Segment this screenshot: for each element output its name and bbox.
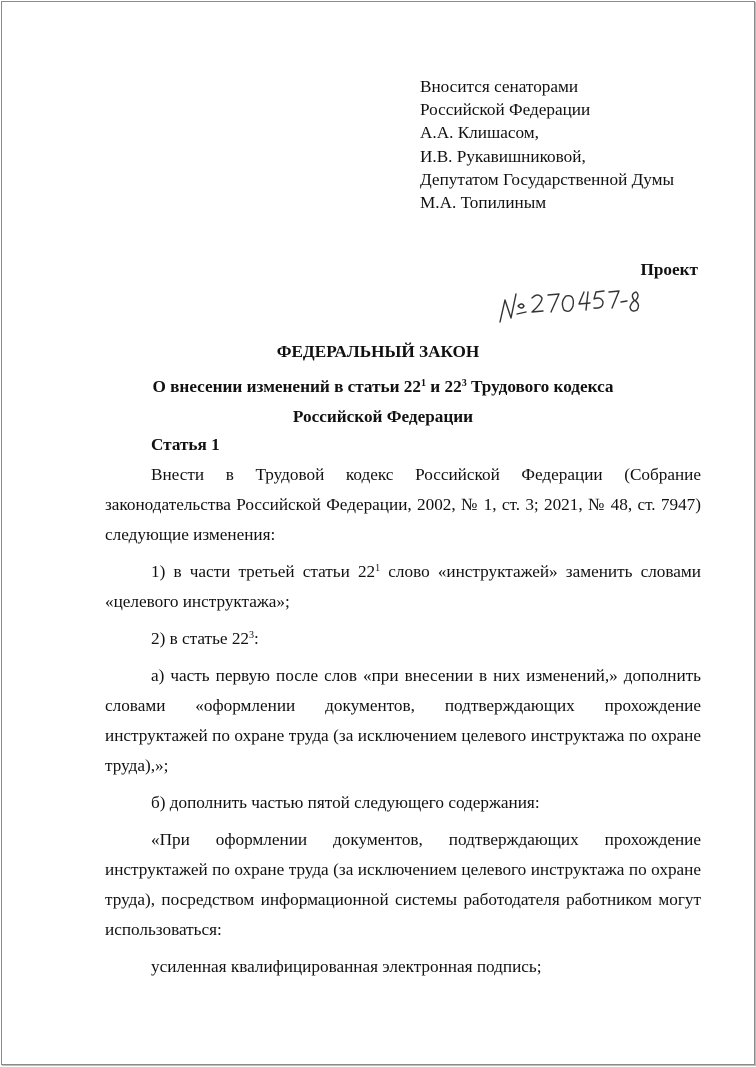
article-intro: Внести в Трудовой кодекс Российской Федерации (Собрание законодательства Российской Федерации, 2002, № 1, ст. 3; 2021, № 48, ст. 7947) следующие изменения: bbox=[105, 465, 701, 544]
signature-type-line: усиленная квалифицированная электронная подпись; bbox=[151, 957, 542, 976]
article-heading: Статья 1 bbox=[151, 435, 220, 454]
subtitle-line-1 bbox=[62, 372, 704, 402]
sponsors-line: А.А. Клишасом, bbox=[420, 123, 539, 143]
project-label: Проект bbox=[640, 260, 698, 279]
subtitle-line-2: Российской Федерации bbox=[292, 407, 474, 426]
amendment-item-2a: а) часть первую после слов «при внесении в них изменений,» дополнить словами «оформлении документов, подтверждающих прохождение инструктажей по охране труда (за исключением целевого инструктажа по охране труда),»; bbox=[105, 666, 701, 775]
subtitle-text: О внесении изменений в статьи 22 bbox=[152, 377, 421, 396]
sponsors-line: Депутатом Государственной Думы bbox=[420, 169, 675, 189]
handwritten-number-drawing bbox=[492, 278, 662, 332]
item-text: 1) в части третьей статьи 22 bbox=[151, 562, 376, 581]
document-body bbox=[105, 430, 701, 982]
amendment-item-2b: б) дополнить частью пятой следующего содержания: bbox=[151, 793, 540, 812]
item-text: : bbox=[254, 629, 259, 648]
subtitle-text: и 22 bbox=[426, 377, 462, 396]
item-text: 2) в статье 22 bbox=[151, 629, 250, 648]
subtitle-text: Трудового кодекса bbox=[466, 377, 614, 396]
quoted-new-part: «При оформлении документов, подтверждающих прохождение инструктажей по охране труда (за исключением целевого инструктажа по охране труда), посредством информационной системы работодателя работником могут использоваться: bbox=[105, 830, 701, 939]
handwritten-registration-number bbox=[492, 278, 662, 332]
superscript: 1 bbox=[375, 563, 381, 574]
superscript: 3 bbox=[461, 378, 467, 389]
sponsors-line: М.А. Топилиным bbox=[420, 193, 547, 213]
superscript: 1 bbox=[421, 378, 426, 389]
document-subtitle bbox=[62, 372, 704, 432]
document-page bbox=[1, 1, 755, 1065]
item-text: слово «инструктажей» заменить словами «целевого инструктажа»; bbox=[105, 562, 701, 611]
amendment-item-2 bbox=[105, 624, 701, 654]
amendment-item-1 bbox=[105, 557, 701, 617]
sponsors-line: И.В. Рукавишниковой, bbox=[420, 146, 586, 166]
sponsors-line: Российской Федерации bbox=[420, 100, 591, 120]
sponsors-line: Вносится сенаторами bbox=[420, 77, 579, 96]
sponsors-block bbox=[420, 75, 674, 214]
document-title: ФЕДЕРАЛЬНЫЙ ЗАКОН bbox=[276, 342, 480, 361]
superscript: 3 bbox=[249, 630, 255, 641]
